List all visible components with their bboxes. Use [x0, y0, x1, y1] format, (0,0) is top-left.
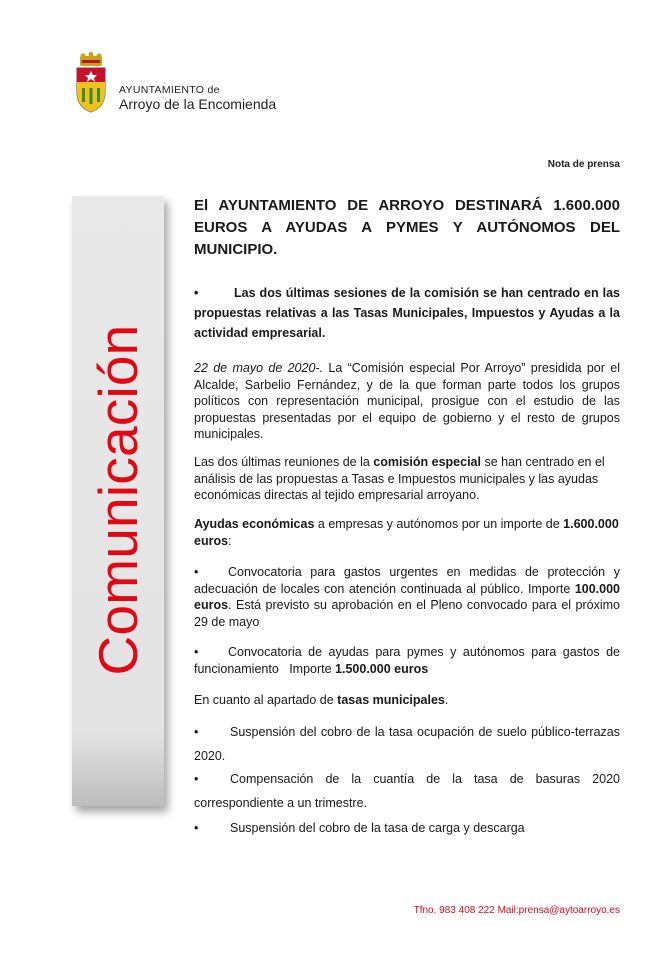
bullet-dot: •	[194, 565, 199, 579]
aid-item-text-end: . Está previsto su aprobación en el Pleno convocado para el próximo 29 de mayo	[194, 598, 620, 629]
paragraph-commission-bold: comisión especial	[373, 455, 481, 469]
bullet-dot: •	[194, 772, 199, 786]
paragraph-taxes	[194, 692, 620, 709]
paragraph-aid-end: :	[228, 533, 232, 548]
paragraph-aid-mid: a empresas y autónomos por un importe de	[314, 517, 564, 531]
org-name-line1: AYUNTAMIENTO de	[119, 84, 220, 96]
paragraph-taxes-end: .	[444, 693, 449, 707]
tax-item-text: Suspensión del cobro de la tasa ocupación de suelo público-terrazas 2020.	[194, 725, 620, 763]
page-title: El AYUNTAMIENTO DE ARROYO DESTINARÁ 1.600.000 EUROS A AYUDAS A PYMES Y AUTÓNOMOS DEL MUNICIPIO.	[194, 197, 620, 258]
paragraph-commission-pre: Las dos últimas reuniones de la	[194, 455, 374, 469]
press-note-label: Nota de prensa	[547, 159, 620, 170]
sidebar-label: Comunicación	[87, 324, 149, 676]
paragraph-aid-amount: 1.600.000 euros	[194, 517, 619, 548]
paragraph-aid-bold1: Ayudas económicas	[194, 517, 315, 531]
tax-list-item	[194, 767, 620, 815]
aid-list-item	[194, 564, 620, 630]
bullet-dot: •	[194, 725, 199, 739]
aid-item-text: Convocatoria para gastos urgentes en medidas de protección y adecuación de locales con atención continuada al público. Importe	[194, 565, 620, 596]
paragraph-commission	[194, 454, 620, 504]
bullet-dot: •	[194, 821, 199, 835]
aid-item-amount: 100.000 euros	[194, 581, 620, 612]
paragraph-intro-text: La “Comisión especial Por Arroyo” presidida por el Alcalde, Sarbelio Fernández, y de la que forman parte todos los grupos políticos con representación municipal, prosigue con el estudio de las propuestas presentadas por el equipo de gobierno y el resto de grupos municipales.	[194, 361, 620, 441]
coat-of-arms-icon	[74, 52, 108, 114]
paragraph-aid	[194, 516, 620, 549]
bullet-dot: •	[194, 286, 199, 300]
org-name-line2: Arroyo de la Encomienda	[119, 96, 277, 112]
bullet-dot: •	[194, 645, 199, 659]
tax-item-text: Suspensión del cobro de la tasa de carga y descarga	[230, 821, 525, 835]
aid-list-item	[194, 644, 624, 677]
paragraph-taxes-pre: En cuanto al apartado de	[194, 693, 338, 707]
aid-item-amount: 1.500.000 euros	[335, 661, 429, 676]
press-date: 22 de mayo de 2020-.	[194, 361, 324, 375]
summary-bullet	[194, 283, 620, 343]
paragraph-commission-post: se han centrado en el análisis de las propuestas a Tasas e Impuestos municipales y las ayudas económicas directas al tejido empresarial arroyano.	[194, 455, 605, 502]
tax-item-text: Compensación de la cuantía de la tasa de basuras 2020 correspondiente a un trimestre.	[194, 772, 620, 810]
aid-item-text: Convocatoria de ayudas para pymes y autónomos para gastos de funcionamiento Importe	[194, 645, 624, 676]
paragraph-taxes-bold: tasas municipales	[337, 693, 445, 707]
paragraph-intro	[194, 360, 620, 443]
footer-contact: Tfno. 983 408 222 Mail:prensa@aytoarroyo.es	[413, 905, 620, 916]
summary-text: Las dos últimas sesiones de la comisión se han centrado en las propuestas relativas a las Tasas Municipales, Impuestos y Ayudas a la actividad empresarial.	[194, 286, 620, 340]
tax-list-item	[194, 720, 620, 768]
tax-list-item	[194, 816, 620, 840]
